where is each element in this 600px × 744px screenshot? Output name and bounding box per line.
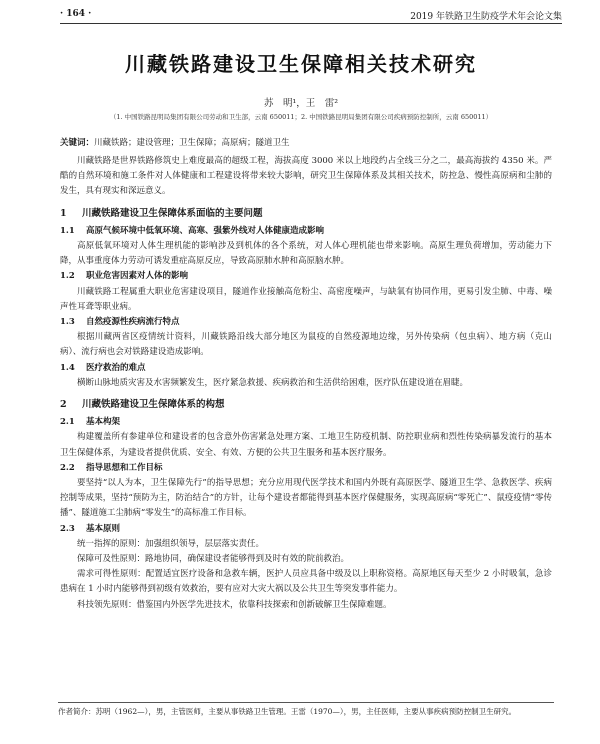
section-heading: 2 川藏铁路建设卫生保障体系的构想 — [60, 399, 225, 411]
subsection-heading: 1.4 医疗救治的难点 — [60, 362, 146, 373]
paragraph: 构建覆盖所有参建单位和建设者的包含意外伤害紧急处理方案、工地卫生防疫机制、防控职业病和烈性传染病暴发流行的基本卫生保健体系，为建设者提供优质、安全、有效、方便的公共卫生服务和基本医疗服务。 — [60, 432, 552, 458]
paragraph: 根据川藏两省区疫情统计资料，川藏铁路沿线大部分地区为鼠疫的自然疫源地边缘，另外传染病（包虫病）、地方病（克山病）、流行病也会对铁路建设造成影响。 — [60, 332, 552, 358]
paragraph: 高原低氧环境对人体生理机能的影响涉及到机体的各个系统，对人体心理机能也带来影响。高原生理负荷增加，劳动能力下降，从事重度体力劳动可诱发重症高原反应，导致高原肺水肿和高原脑水肿。 — [60, 241, 552, 267]
keywords — [60, 136, 550, 148]
principle-item: 统一指挥的原则：加强组织领导，层层落实责任。 — [77, 538, 265, 549]
subsection-heading: 2.2 指导思想和工作目标 — [60, 462, 163, 473]
subsection-heading: 1.3 自然疫源性疾病流行特点 — [60, 317, 180, 328]
intro-paragraph: 川藏铁路是世界铁路修筑史上难度最高的超级工程，海拔高度 3000 米以上地段约占全线三分之二，最高海拔约 4350 米。严酷的自然环境和施工条件对人体健康和工程建设将带来较大影响，研究卫生保障体系及其相关技术，防控急、慢性高原病和尘肺的发生，具有现实和深远意义。 — [60, 156, 552, 197]
journal-title: 2019 年铁路卫生防疫学术年会论文集 — [410, 12, 562, 22]
paragraph: 川藏铁路工程属重大职业危害建设项目，隧道作业接触高危粉尘、高密度噪声，与缺氧有协同作用，更易引发尘肺、中毒、噪声性耳聋等职业病。 — [60, 286, 552, 312]
keywords-text: 川藏铁路；建设管理；卫生保障；高原病；隧道卫生 — [94, 138, 290, 148]
authors: 苏 明¹，王 雷² — [263, 98, 339, 109]
principle-item: 保障可及性原则：路地协同，确保建设者能够得到及时有效的院前救治。 — [77, 554, 350, 565]
paper-title: 川藏铁路建设卫生保障相关技术研究 — [125, 52, 477, 76]
paper-body — [60, 154, 552, 613]
page-number: · 164 · — [60, 9, 92, 19]
paragraph: 要坚持“以人为本，卫生保障先行”的指导思想；充分应用现代医学技术和国内外既有高原医学、隧道卫生学、急救医学、疾病控制等成果，坚持“预防为主，防治结合”的方针，让每个建设者都能得到基本医疗保健服务，实现高原病“零死亡”、鼠疫疫情“零传播”、隧道施工尘肺病“零发生”的高标准工作目标。 — [60, 478, 552, 519]
subsection-heading: 2.3 基本原则 — [60, 523, 121, 534]
running-header — [60, 6, 562, 24]
author-footnote: 作者简介：苏明（1962—），男，主管医师，主要从事铁路卫生管理。王雷（1970—），男，主任医师，主要从事疾病预防控制卫生研究。 — [58, 702, 554, 718]
subsection-heading: 1.1 高原气候环境中低氧环境、高寒、强紫外线对人体健康造成影响 — [60, 225, 325, 236]
keywords-label: 关键词： — [60, 138, 95, 148]
section-heading: 1 川藏铁路建设卫生保障体系面临的主要问题 — [60, 207, 263, 219]
subsection-heading: 2.1 基本构架 — [60, 417, 121, 428]
subsection-heading: 1.2 职业危害因素对人体的影响 — [60, 271, 189, 282]
paragraph: 横断山脉地质灾害及水害频繁发生，医疗紧急救援、疾病救治和生活供给困难，医疗队伍建设道在眉睫。 — [77, 377, 469, 388]
principle-item: 需求可得性原则：配置适宜医疗设备和急救车辆，医护人员应具备中级及以上职称资格。高原地区每天至少 2 小时吸氧，急诊患病在 1 小时内能够得到初级有效救治，要有应对大灾大祸以及公共卫生等突发事件能力。 — [60, 569, 552, 595]
principle-item: 科技领先原则：借鉴国内外医学先进技术，依靠科技探索和创新破解卫生保障难题。 — [77, 599, 392, 610]
affiliations: （1. 中国铁路昆明局集团有限公司劳动和卫生部，云南 650011；2. 中国铁路昆明局集团有限公司疾病预防控制所，云南 650011） — [109, 113, 493, 121]
